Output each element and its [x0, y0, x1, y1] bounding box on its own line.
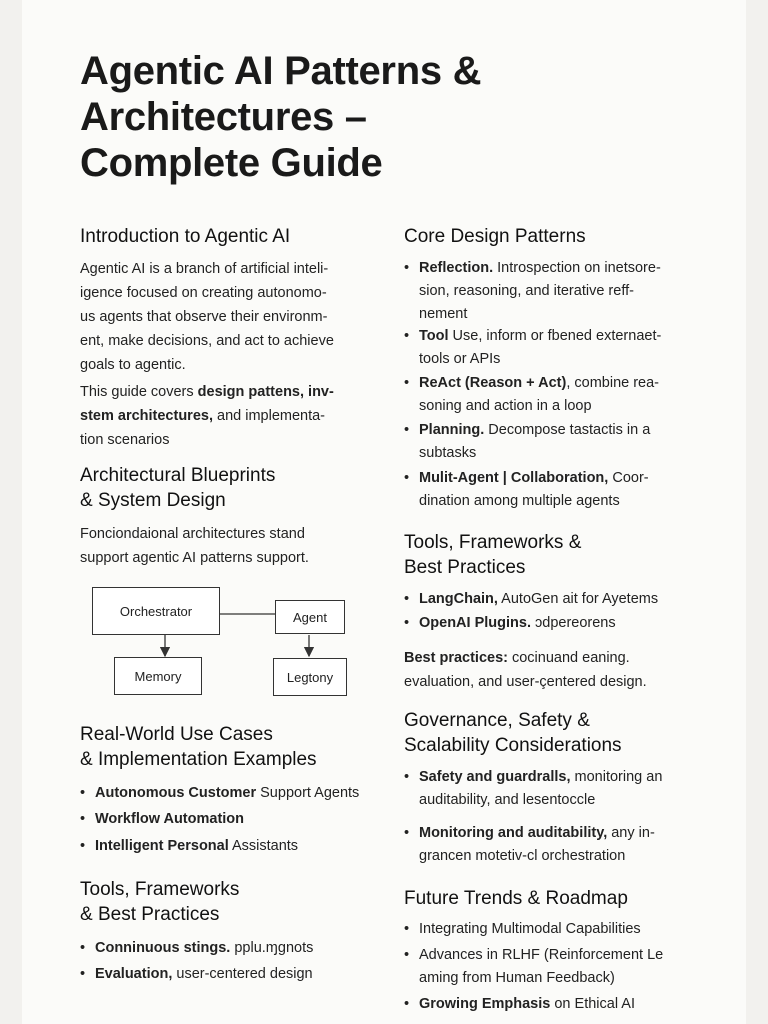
list-item: • Safety and guardralls, monitoring an auditability, and lesentoccle: [404, 769, 663, 808]
agent-box: Agent: [275, 600, 345, 634]
guide-paragraph: This guide covers design pattens, inv- stem architectures, and implementa- tion scenarios: [80, 384, 334, 448]
title-line: Agentic AI Patterns &: [80, 49, 482, 93]
tools-left-heading: Tools, Frameworks & Best Practices: [80, 879, 240, 925]
intro-heading: Introduction to Agentic AI: [80, 226, 291, 247]
blueprints-heading: Architectural Blueprints & System Design: [80, 465, 276, 511]
governance-heading: Governance, Safety & Scalability Considerations: [404, 710, 622, 756]
orchestrator-box: Orchestrator: [92, 587, 220, 635]
list-item: • Evaluation, user-centered design: [80, 966, 313, 982]
document-title: [80, 48, 680, 186]
list-item: • Tool Use, inform or fbened externaet- tools or APIs: [404, 328, 662, 367]
list-item: • Autonomous Customer Support Agents: [80, 785, 360, 801]
list-item: • Planning. Decompose tastactis in a subtasks: [404, 422, 651, 461]
future-heading: Future Trends & Roadmap: [404, 888, 628, 909]
list-item: • Advances in RLHF (Reinforcement Le aming from Human Feedback): [404, 947, 664, 986]
list-item: • Reflection. Introspection on inetsore- sion, reasoning, and iterative reff- nement: [404, 260, 661, 322]
best-practices-paragraph: Best practices: cocinuand eaning. evaluation, and user-çentered design.: [404, 650, 647, 690]
list-item: • Conninuous stings. pplu.ɱgnots: [80, 940, 314, 956]
list-item: • Growing Emphasis on Ethical AI: [404, 996, 635, 1012]
title-line: Architectures –: [80, 95, 367, 139]
list-item: • Intelligent Personal Assistants: [80, 838, 299, 854]
list-item: • ReAct (Reason + Act), combine rea- soning and action in a loop: [404, 375, 660, 414]
core-heading: Core Design Patterns: [404, 226, 586, 247]
list-item: • Integrating Multimodal Capabilities: [404, 921, 641, 937]
list-item: • Mulit-Agent | Collaboration, Coor- dination among multiple agents: [404, 470, 649, 509]
memory-box: Memory: [114, 657, 202, 695]
title-line: Complete Guide: [80, 141, 383, 185]
list-item: • OpenAI Plugins. ɔdpereorens: [404, 615, 616, 631]
usecases-heading: Real-World Use Cases & Implementation Examples: [80, 724, 317, 770]
tools-right-heading: Tools, Frameworks & Best Practices: [404, 532, 582, 578]
blueprints-paragraph: Fonciondaional architectures stand support agentic AI patterns support.: [80, 526, 309, 566]
intro-paragraph: Agentic AI is a branch of artificial inteli- igence focused on creating autonomo- us agents that observe their environm- ent, make decisions, and act to achieve goals to agentic.: [80, 261, 334, 373]
legtony-box: Legtony: [273, 658, 347, 696]
list-item: • Workflow Automation: [80, 811, 245, 827]
list-item: • Monitoring and auditability, any in- grancen motetiv-cl orchestration: [404, 825, 655, 864]
list-item: • LangChain, AutoGen ait for Ayetems: [404, 591, 659, 607]
document-page: [22, 0, 746, 1024]
